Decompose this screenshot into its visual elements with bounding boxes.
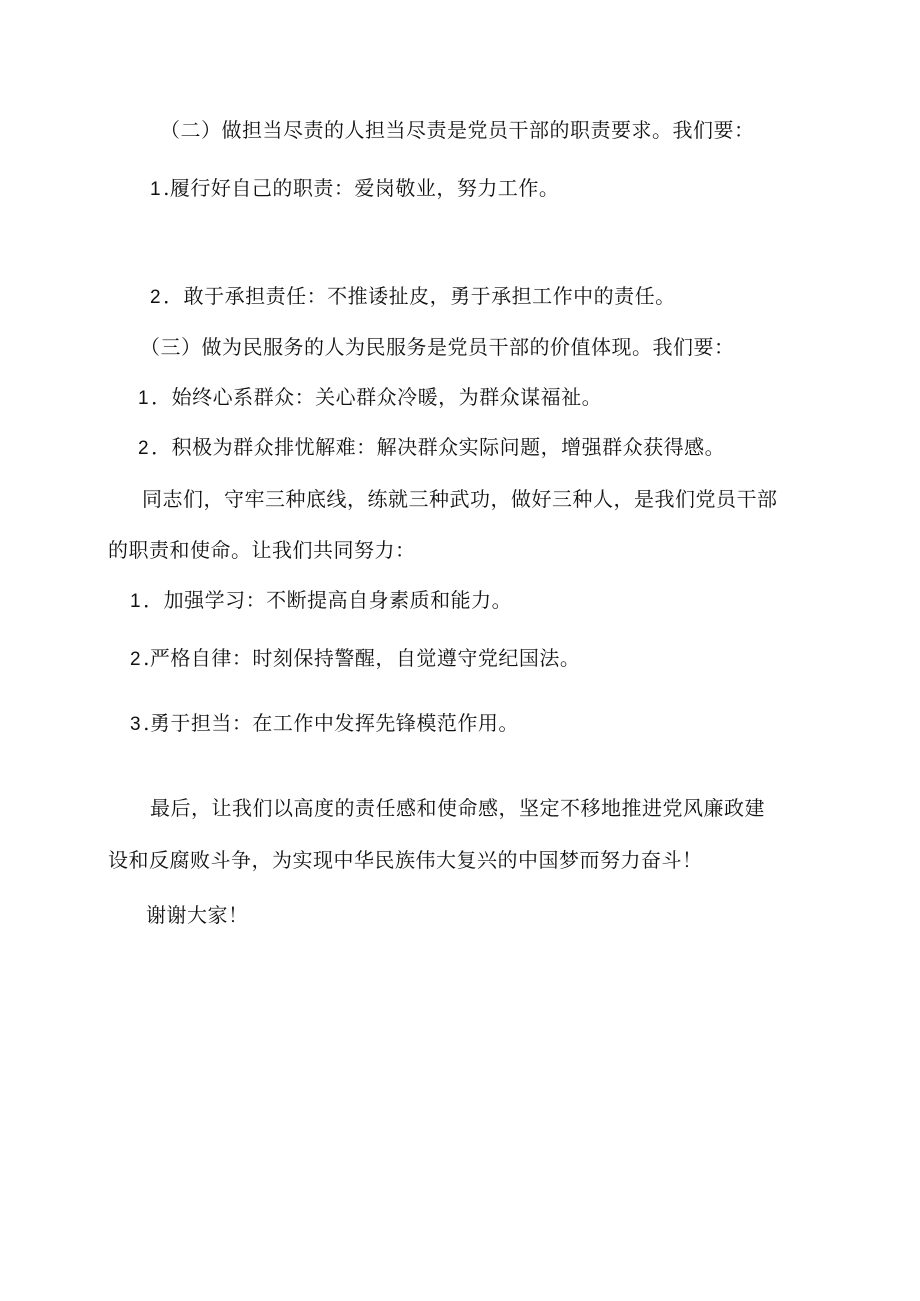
line-text: 谢谢大家！ [146, 903, 249, 927]
line-text: 同志们，守牢三种底线，练就三种武功，做好三种人，是我们党员干部 [142, 487, 778, 511]
section-two-heading [160, 117, 755, 143]
line-text: ．始终心系群众：关心群众冷暖，为群众谋福祉。 [151, 385, 603, 409]
list-item [130, 710, 519, 738]
paragraph-line [150, 795, 765, 821]
line-text: .履行好自己的职责：爱岗敬业，努力工作。 [163, 176, 560, 200]
list-item [138, 384, 602, 412]
line-text: .严格自律：时刻保持警醒，自觉遵守党纪国法。 [143, 646, 581, 670]
item-number: 2 [150, 287, 162, 308]
line-text: 设和反腐败斗争，为实现中华民族伟大复兴的中国梦而努力奋斗！ [108, 848, 703, 872]
line-text: ．敢于承担责任：不推诿扯皮，勇于承担工作中的责任。 [163, 284, 676, 308]
list-item [150, 283, 676, 311]
section-three-heading [140, 334, 735, 360]
line-text: .勇于担当：在工作中发挥先锋模范作用。 [143, 711, 519, 735]
item-number: 2 [138, 438, 150, 459]
paragraph-line [108, 847, 703, 873]
item-number: 2 [130, 649, 142, 670]
closing-line [146, 902, 249, 928]
item-number: 3 [130, 714, 142, 735]
list-item [130, 645, 580, 673]
list-item [138, 434, 725, 462]
line-text: 最后，让我们以高度的责任感和使命感，坚定不移地推进党风廉政建 [150, 796, 765, 820]
paragraph-line [142, 486, 778, 512]
line-text: 的职责和使命。让我们共同努力： [108, 538, 416, 562]
item-number: 1 [130, 591, 142, 612]
paragraph-line [108, 537, 416, 563]
item-number: 1 [138, 388, 150, 409]
line-text: （二）做担当尽责的人担当尽责是党员干部的职责要求。我们要： [160, 118, 755, 142]
line-text: （三）做为民服务的人为民服务是党员干部的价值体现。我们要： [140, 335, 735, 359]
list-item [130, 587, 512, 615]
line-text: ．积极为群众排忧解难：解决群众实际问题，增强群众获得感。 [151, 435, 726, 459]
item-number: 1 [150, 179, 162, 200]
line-text: ．加强学习：不断提高自身素质和能力。 [143, 588, 513, 612]
list-item [150, 175, 559, 203]
